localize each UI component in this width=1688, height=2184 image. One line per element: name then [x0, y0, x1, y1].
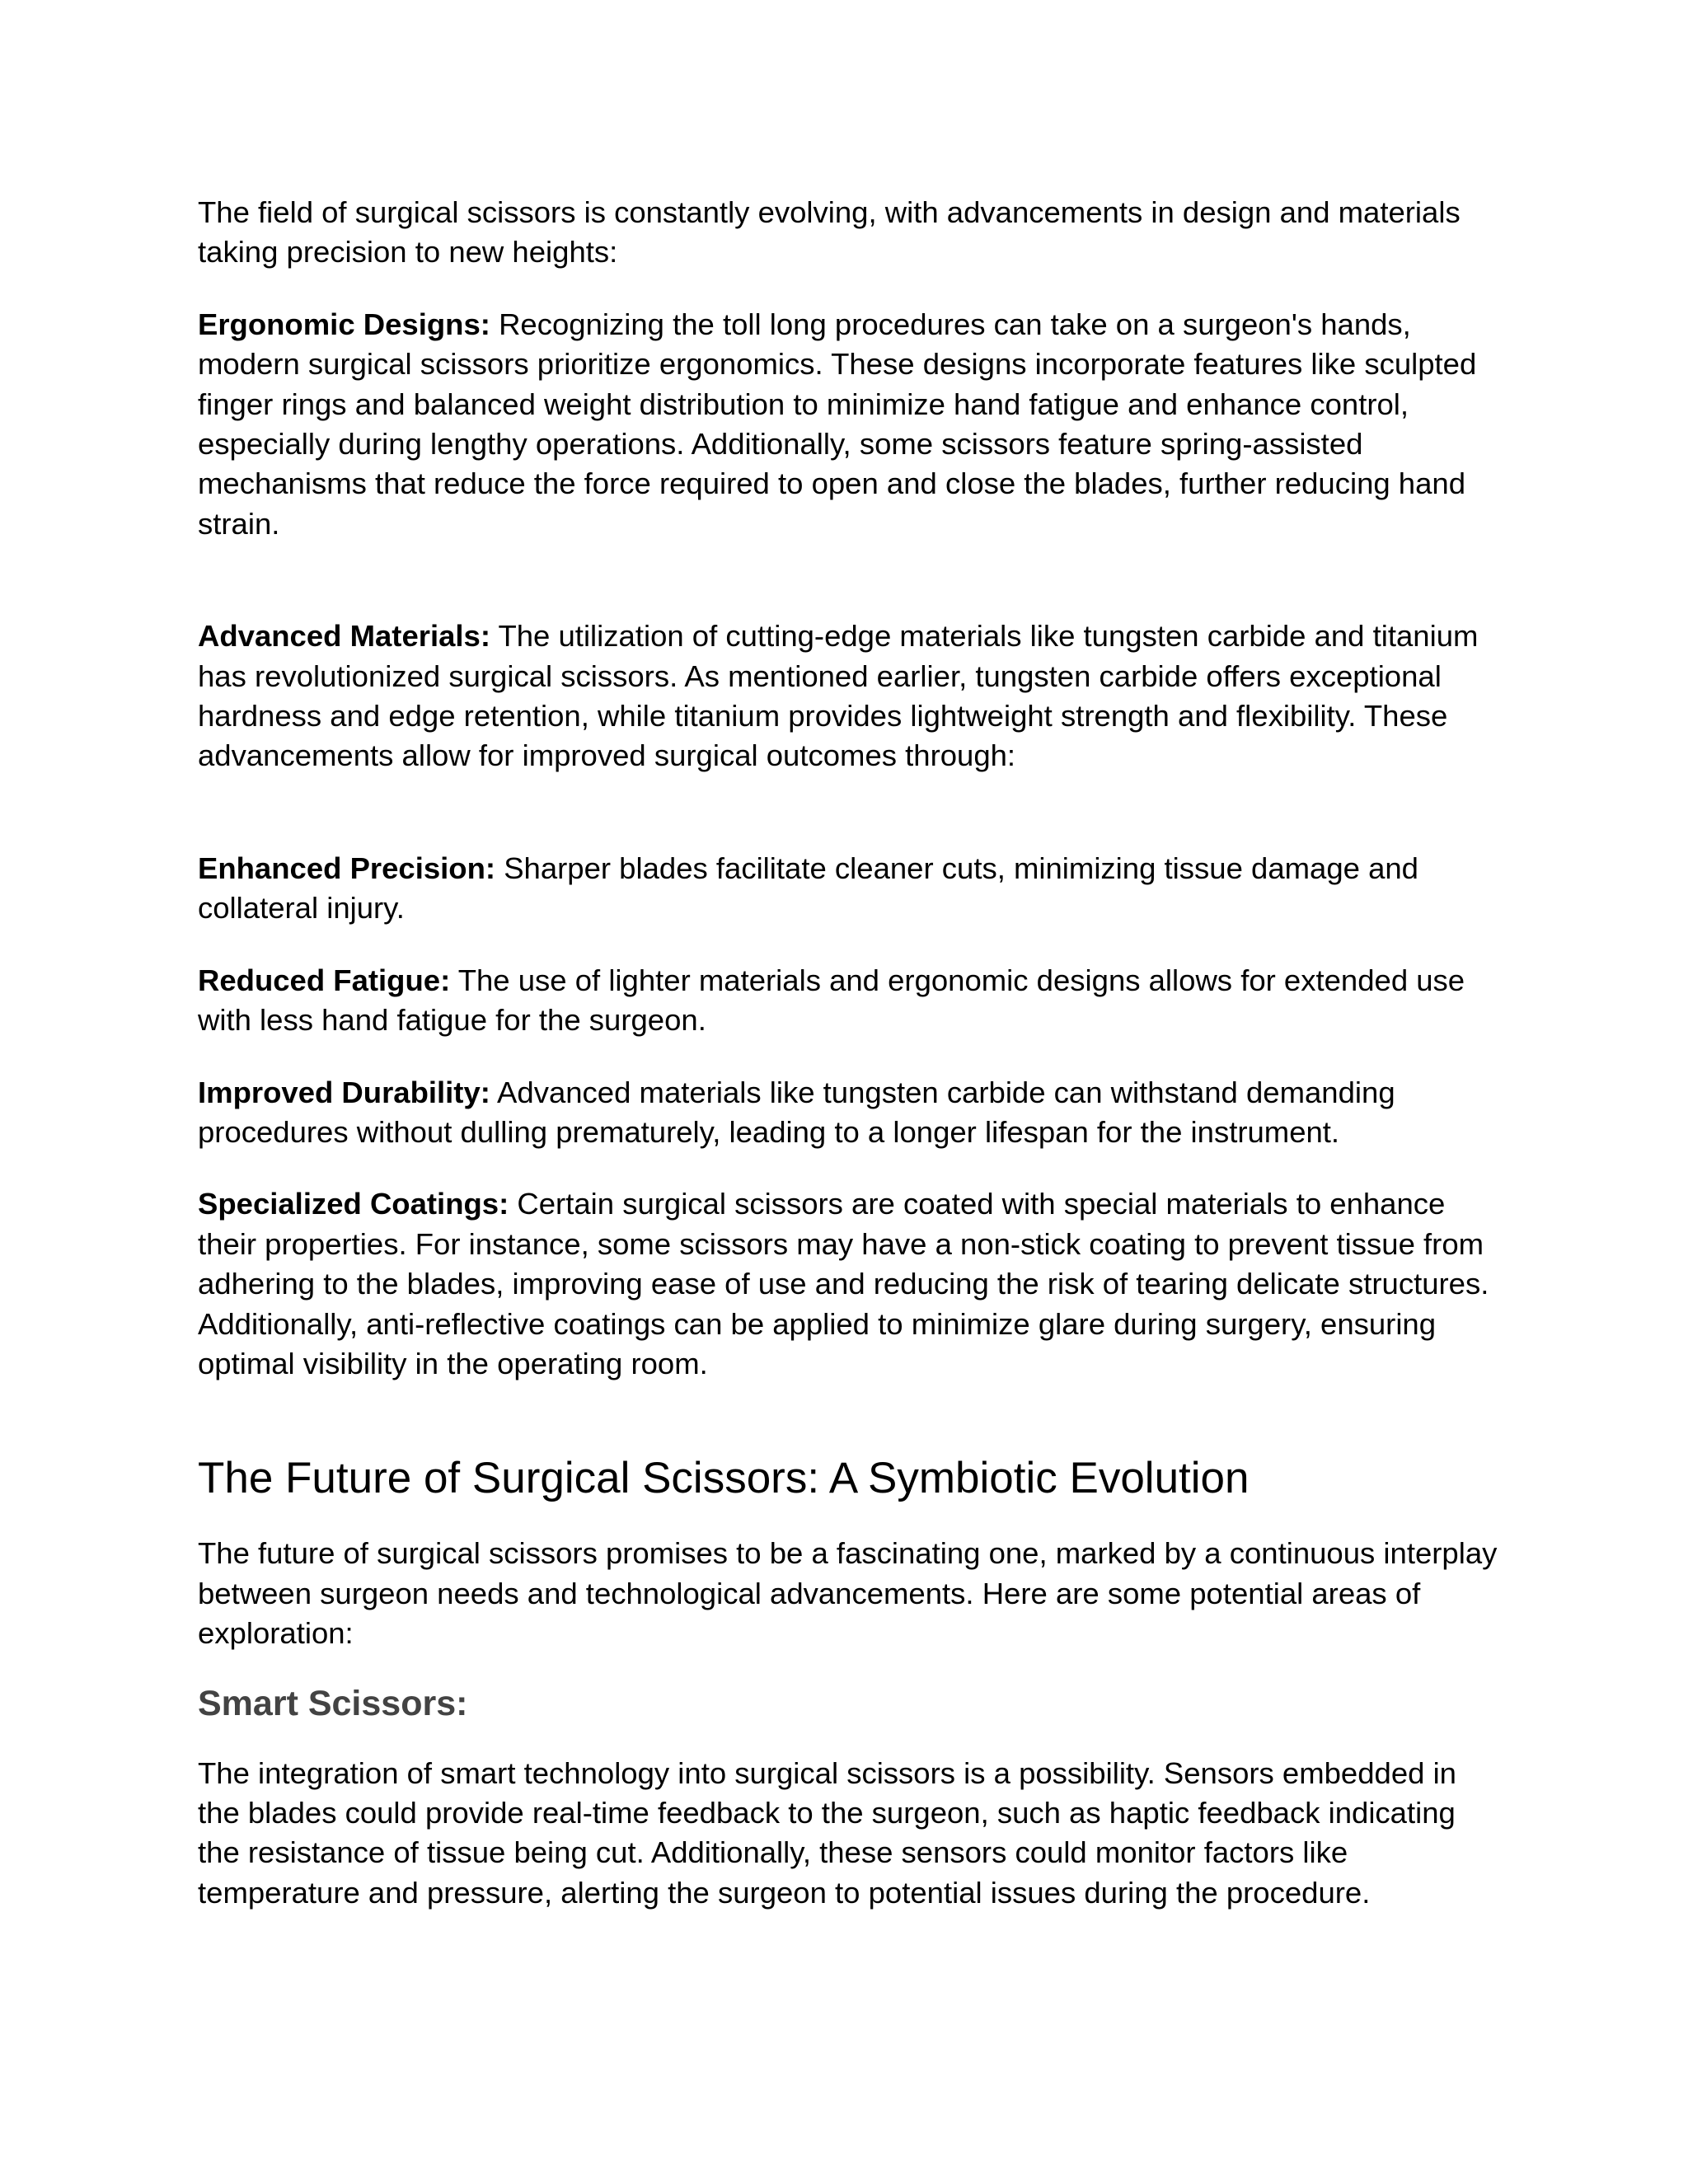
- improved-durability-text: Advanced materials like tungsten carbide can withstand demanding procedures without dulling prematurely, leading to a longer lifespan for the instrument.: [198, 1075, 1395, 1149]
- intro-paragraph: The field of surgical scissors is constantly evolving, with advancements in design and materials taking precision to new heights:: [198, 195, 1461, 269]
- specialized-coatings-text: Certain surgical scissors are coated with special materials to enhance their properties. For instance, some scissors may have a non-stick coating to prevent tissue from adhering to the blades, improving ease of use and reducing the risk of tearing delicate structures. Additionally, anti-reflective coatings can be applied to minimize glare during surgery, ensuring optimal visibility in the operating room.: [198, 1187, 1489, 1380]
- specialized-coatings-paragraph: [198, 1184, 1500, 1384]
- enhanced-precision-text: Sharper blades facilitate cleaner cuts, minimizing tissue damage and collateral injury.: [198, 851, 1418, 926]
- reduced-fatigue-text: The use of lighter materials and ergonomic designs allows for extended use with less hand fatigue for the surgeon.: [198, 963, 1465, 1038]
- specialized-coatings-label: Specialized Coatings:: [198, 1187, 509, 1221]
- ergonomic-designs-text: Recognizing the toll long procedures can take on a surgeon's hands, modern surgical scissors prioritize ergonomics. These designs incorporate features like sculpted finger rings and balanced weight distribution to minimize hand fatigue and enhance control, especially during lengthy operations. Additionally, some scissors feature spring-assisted mechanisms that reduce the force required to open and close the blades, further reducing hand strain.: [198, 307, 1477, 541]
- enhanced-precision-label: Enhanced Precision:: [198, 851, 496, 885]
- improved-durability-label: Improved Durability:: [198, 1075, 490, 1109]
- improved-durability-paragraph: [198, 1073, 1500, 1153]
- ergonomic-designs-paragraph: [198, 305, 1500, 544]
- advanced-materials-label: Advanced Materials:: [198, 619, 490, 654]
- smart-scissors-paragraph: The integration of smart technology into surgical scissors is a possibility. Sensors embedded in the blades could provide real-time feedback to the surgeon, such as haptic feedback indicating the resistance of tissue being cut. Additionally, these sensors could monitor factors like temperature and pressure, alerting the surgeon to potential issues during the procedure.: [198, 1755, 1456, 1910]
- document-body: [198, 193, 1500, 1913]
- smart-scissors-heading: Smart Scissors:: [198, 1683, 468, 1723]
- future-intro-paragraph: The future of surgical scissors promises to be a fascinating one, marked by a continuous interplay between surgeon needs and technological advancements. Here are some potential areas of exploration:: [198, 1536, 1498, 1651]
- ergonomic-designs-label: Ergonomic Designs:: [198, 307, 490, 341]
- enhanced-precision-paragraph: [198, 849, 1500, 929]
- reduced-fatigue-paragraph: [198, 961, 1500, 1041]
- advanced-materials-text: The utilization of cutting-edge materials like tungsten carbide and titanium has revolutionized surgical scissors. As mentioned earlier, tungsten carbide offers exceptional hardness and edge retention, while titanium provides lightweight strength and flexibility. These advancements allow for improved surgical outcomes through:: [198, 619, 1479, 773]
- reduced-fatigue-label: Reduced Fatigue:: [198, 963, 451, 997]
- advanced-materials-paragraph: [198, 616, 1500, 776]
- future-section-heading: The Future of Surgical Scissors: A Symbiotic Evolution: [198, 1454, 1250, 1503]
